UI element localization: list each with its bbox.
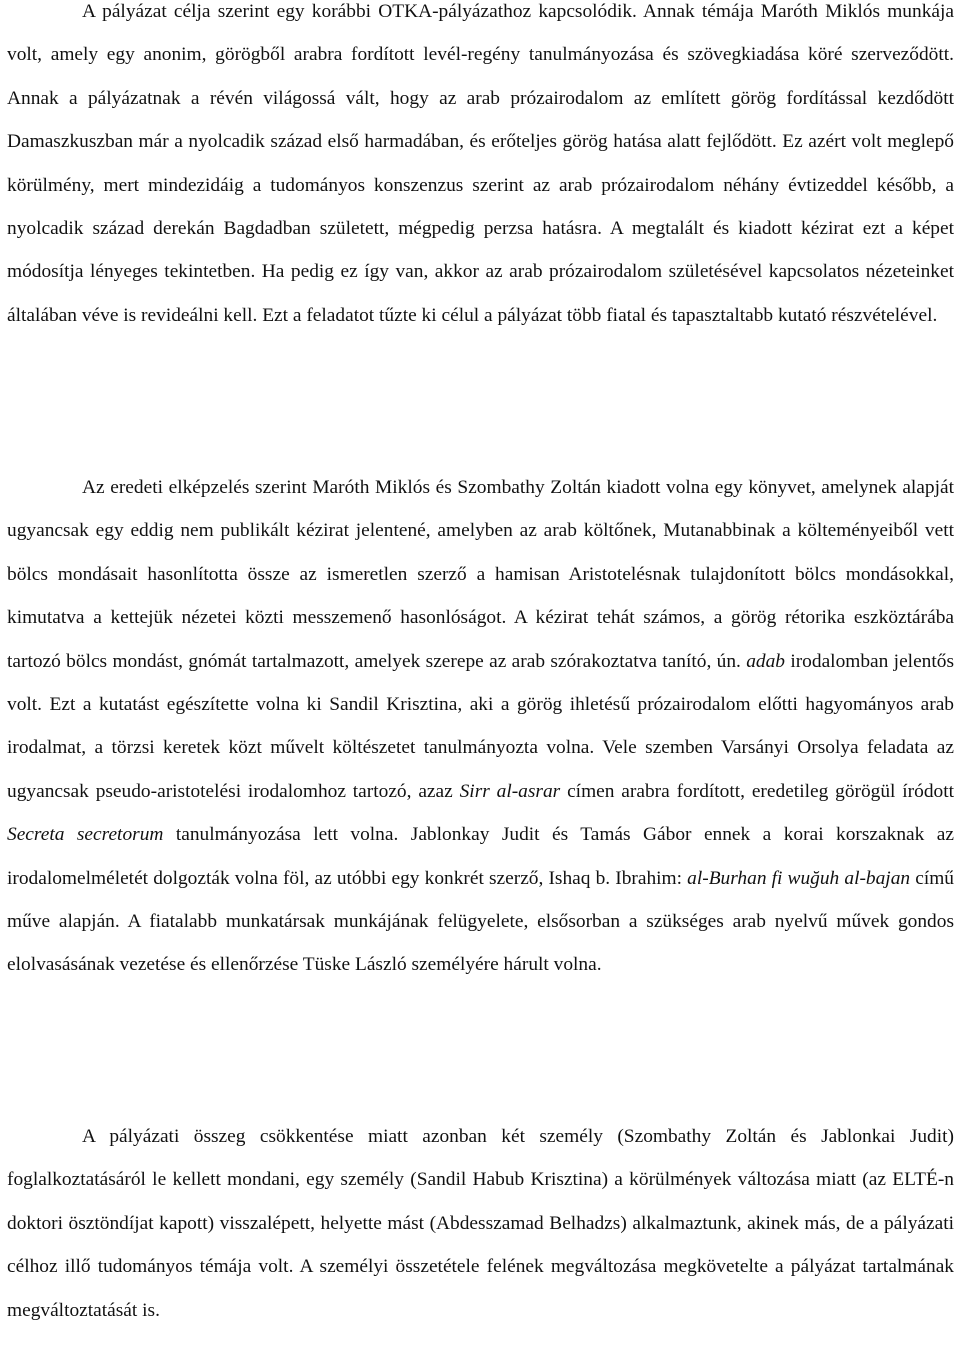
paragraph-2-text-e: című műve alapján. A fiatalabb munkatársak munkájának felügyelete, elsősorban a szükséges arab nyelvű művek gondos elolvasásának vezetése és ellenőrzése Tüske László személyére hárult volna. <box>7 867 954 976</box>
title-sirr-al-asrar: Sirr al-asrar <box>459 780 561 802</box>
paragraph-2-text-d: tanulmányozása lett volna. Jablonkay Judit és Tamás Gábor ennek a korai korszaknak az irodalomelméletét dolgozták volna föl, az utóbbi egy konkrét szerző, Ishaq b. Ibrahim: <box>7 824 954 889</box>
title-secreta-secretorum: Secreta secretorum <box>7 824 164 846</box>
paragraph-2 <box>7 466 954 987</box>
paragraph-2-text-b: irodalomban jelentős volt. Ezt a kutatást egészítette volna ki Sandil Krisztina, aki a görög ihletésű prózairodalom előtti hagyományos arab irodalmat, a törzsi keretek közt művelt költészetet tanulmányozta volna. Vele szemben Varsányi Orsolya feladata az ugyancsak pseudo-aristotelési irodalomhoz tartozó, azaz <box>7 650 954 802</box>
paragraph-2-text-a: Az eredeti elképzelés szerint Maróth Miklós és Szombathy Zoltán kiadott volna egy könyvet, amelynek alapját ugyancsak egy eddig nem publikált kézirat jelentené, amelyben az arab költőnek, Mutanabbinak a költeményeiből vett bölcs mondásait hasonlította össze az ismeretlen szerző a hamisan Aristotelésnak tulajdonított bölcs mondásokkal, kimutatva a kettejük nézetei közti messzemenő hasonlóságot. A kézirat tehát számos, a görög rétorika eszköztárába tartozó bölcs mondást, gnómát tartalmazott, amelyek szerepe az arab szórakoztatva tanító, ún. <box>7 477 954 672</box>
paragraph-3-text: A pályázati összeg csökkentése miatt azonban két személy (Szombathy Zoltán és Jablonkai Judit) foglalkoztatásáról le kellett mondani, egy személy (Sandil Habub Krisztina) a körülmények változása miatt (az ELTÉ-n doktori ösztöndíjat kapott) visszalépett, helyette mást (Abdesszamad Belhadzs) alkalmaztunk, akinek más, de a pályázati célhoz illő tudományos témája volt. A személyi összetétele felének megváltozása megkövetelte a pályázat tartalmának megváltoztatását is. <box>7 1126 954 1321</box>
paragraph-3 <box>7 1115 954 1332</box>
term-adab: adab <box>746 650 785 672</box>
paragraph-1 <box>7 0 954 337</box>
paragraph-1-text: A pályázat célja szerint egy korábbi OTKA-pályázathoz kapcsolódik. Annak témája Maróth Miklós munkája volt, amely egy anonim, görögből arabra fordított levél-regény tanulmányozása és szövegkiadása köré szerveződött. Annak a pályázatnak a révén világossá vált, hogy az arab prózairodalom az említett görög fordítással kezdődött Damaszkuszban már a nyolcadik század első harmadában, és erőteljes görög hatása alatt fejlődött. Ez azért volt meglepő körülmény, mert mindezidáig a tudományos konszenzus szerint az arab prózairodalom néhány évtizeddel később, a nyolcadik század derekán Bagdadban született, mégpedig perzsa hatásra. A megtalált és kiadott kézirat ezt a képet módosítja lényeges tekintetben. Ha pedig ez így van, akkor az arab prózairodalom születésével kapcsolatos nézeteinket általában véve is revideálni kell. Ezt a feladatot tűzte ki célul a pályázat több fiatal és tapasztaltabb kutató részvételével. <box>7 1 954 326</box>
title-al-burhan: al-Burhan fi wuğuh al-bajan <box>687 867 911 889</box>
paragraph-2-text-c: címen arabra fordított, eredetileg görögül íródott <box>560 780 954 802</box>
